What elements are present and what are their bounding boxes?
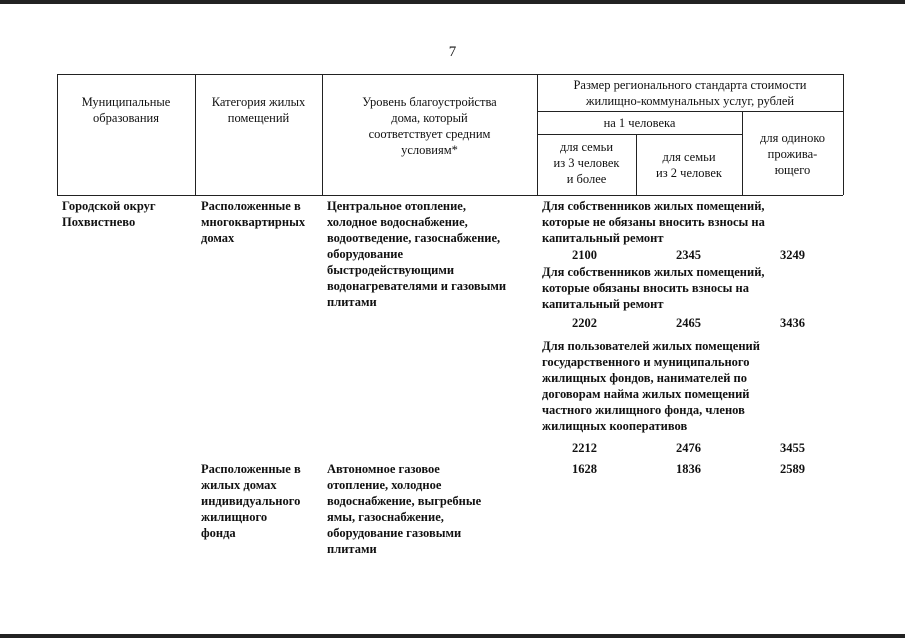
owners-no-fee-text: Для собственников жилых помещений, которые не обязаны вносить взносы на капитальный ремонт <box>542 199 765 245</box>
value-family2: 2465 <box>676 316 701 330</box>
header-single: для одиноко прожива- ющего <box>759 131 826 177</box>
header-per-person: на 1 человека <box>603 116 676 130</box>
value-family2: 2345 <box>676 248 701 262</box>
top-border-rule <box>0 0 905 4</box>
value-family3: 2100 <box>572 248 597 262</box>
value-family2: 2476 <box>676 441 701 455</box>
value-family2: 1836 <box>676 462 701 476</box>
bottom-border-rule <box>0 634 905 638</box>
value-family3: 2202 <box>572 316 597 330</box>
owners-fee-text: Для собственников жилых помещений, которые обязаны вносить взносы на капитальный ремонт <box>542 265 765 311</box>
value-single: 3436 <box>780 316 805 330</box>
users-text: Для пользователей жилых помещений государственного и муниципального жилищных фондов, нанимателей по договорам найма жилых помещений частного жилищного фонда, членов жилищных кооперативов <box>542 339 760 433</box>
value-single: 3249 <box>780 248 805 262</box>
header-municipal: Муниципальные образования <box>81 95 171 125</box>
level-individual-houses: Автономное газовое отопление, холодное водоснабжение, выгребные ямы, газоснабжение, оборудование газовыми плитами <box>327 462 482 556</box>
category-apartment-buildings: Расположенные в многоквартирных домах <box>201 199 306 245</box>
header-category: Категория жилых помещений <box>211 95 306 125</box>
header-family3: для семьи из 3 человек и более <box>553 140 620 186</box>
header-level: Уровень благоустройства дома, который соответствует средним условиям* <box>362 95 497 157</box>
value-single: 3455 <box>780 441 805 455</box>
value-family3: 1628 <box>572 462 597 476</box>
municipal-name: Городской округ Похвистнево <box>62 199 156 229</box>
value-family3: 2212 <box>572 441 597 455</box>
page-number: 7 <box>448 44 457 60</box>
level-apartment-buildings: Центральное отопление, холодное водоснабжение, водоотведение, газоснабжение, оборудование быстродействующими водонагревателями и газовыми плитами <box>327 199 507 309</box>
header-standard: Размер регионального стандарта стоимости жилищно-коммунальных услуг, рублей <box>573 78 807 108</box>
value-single: 2589 <box>780 462 805 476</box>
category-individual-houses: Расположенные в жилых домах индивидуального жилищного фонда <box>201 462 301 540</box>
header-family2: для семьи из 2 человек <box>656 150 722 180</box>
